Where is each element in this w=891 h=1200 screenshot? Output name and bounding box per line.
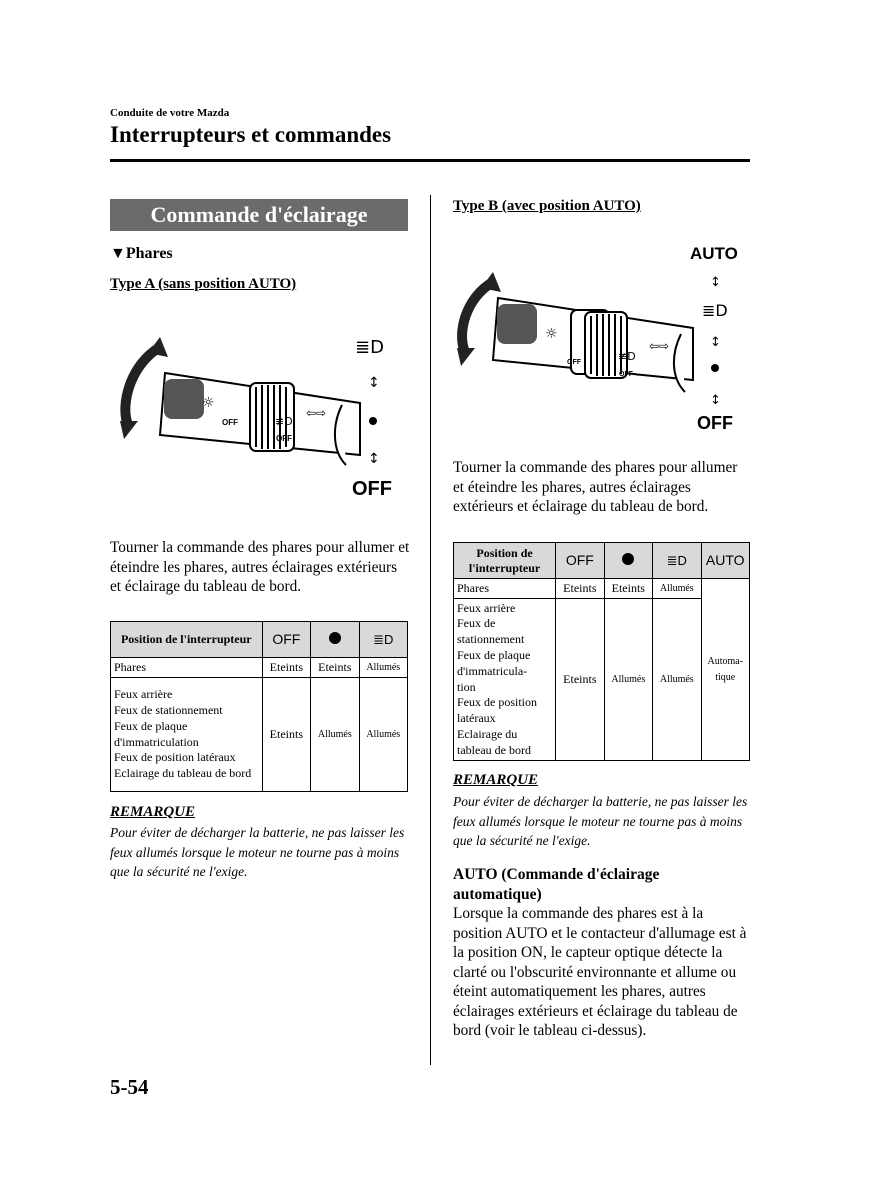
table-cell: Eteints xyxy=(556,579,604,599)
type-b-description: Tourner la commande des phares pour allumer et éteindre les phares, autres éclairages extérieurs et éclairage du tableau de bord. xyxy=(453,459,738,515)
svg-text:OFF: OFF xyxy=(276,434,292,443)
type-b-heading: Type B (avec position AUTO) xyxy=(453,198,641,214)
svg-text:↕: ↕ xyxy=(368,451,380,467)
svg-text:OFF: OFF xyxy=(619,371,633,378)
type-b-auto-label: AUTO xyxy=(690,244,738,263)
type-a-table xyxy=(110,621,408,792)
section-title: Commande d'éclairage xyxy=(110,199,408,231)
table-cell: Allumés xyxy=(359,658,407,678)
table-header-off: OFF xyxy=(556,543,604,579)
type-a-heading: Type A (sans position AUTO) xyxy=(110,276,297,292)
svg-text:≣D: ≣D xyxy=(355,337,384,358)
table-row-label: Feux arrière Feux de stationnement Feux de plaque d'immatricula- tion Feux de position latéraux Eclairage du tableau de bord xyxy=(454,599,556,761)
type-a-off-label: OFF xyxy=(352,478,392,500)
auto-section-text: Lorsque la commande des phares est à la position AUTO et le contacteur d'allumage est à la position ON, le capteur optique détecte la clarté ou l'obscurité environnante et allume ou éteint automatiquement les phares, autres éclairages extérieurs et éclairage du tableau de bord (voir le tableau ci-dessus). xyxy=(453,905,747,1039)
table-header-headlight-icon: ≣D xyxy=(653,543,701,579)
svg-text:↕: ↕ xyxy=(710,393,721,408)
table-header-auto: AUTO xyxy=(701,543,750,579)
note-text: Pour éviter de décharger la batterie, ne pas laisser les feux allumés lorsque le moteur ne tourne pas à moins que la sécurité ne l'exige. xyxy=(110,825,405,879)
table-row-label: Phares xyxy=(111,658,263,678)
table-cell: Allumés xyxy=(653,599,701,761)
svg-text:⇦⇨: ⇦⇨ xyxy=(306,406,327,420)
type-a-description: Tourner la commande des phares pour allumer et éteindre les phares, autres éclairages extérieurs et éclairage du tableau de bord. xyxy=(110,539,410,595)
table-cell-auto: Automa- tique xyxy=(701,579,750,761)
svg-text:↕: ↕ xyxy=(710,275,721,290)
table-cell: Eteints xyxy=(311,658,359,678)
table-cell: Eteints xyxy=(556,599,604,761)
phares-heading: ▼Phares xyxy=(110,245,173,262)
breadcrumb: Conduite de votre Mazda xyxy=(110,107,230,119)
svg-text:≣D: ≣D xyxy=(702,301,728,320)
table-row-label: Phares xyxy=(454,579,556,599)
table-cell: Allumés xyxy=(604,599,652,761)
note-text: Pour éviter de décharger la batterie, ne pas laisser les feux allumés lorsque le moteur ne tourne pas à moins que la sécurité ne l'exige. xyxy=(453,794,748,848)
table-cell: Allumés xyxy=(359,678,407,792)
table-cell: Eteints xyxy=(604,579,652,599)
note-title: REMARQUE xyxy=(453,772,539,788)
svg-text:OFF: OFF xyxy=(567,359,581,366)
auto-section-heading: AUTO (Commande d'éclairage automatique) xyxy=(453,866,660,903)
table-header-parking-icon xyxy=(604,543,652,579)
page-title: Interrupteurs et commandes xyxy=(110,122,392,147)
header-rule xyxy=(110,159,750,162)
table-header-off: OFF xyxy=(262,622,310,658)
table-header-headlight-icon: ≣D xyxy=(359,622,407,658)
table-cell: Allumés xyxy=(653,579,701,599)
svg-text:↕: ↕ xyxy=(710,335,721,350)
table-header-parking-icon xyxy=(311,622,359,658)
table-cell: Allumés xyxy=(311,678,359,792)
svg-text:≢D: ≢D xyxy=(618,350,636,363)
type-b-off-label: OFF xyxy=(697,413,733,433)
table-header-position: Position de l'interrupteur xyxy=(454,543,556,579)
svg-text:≢D: ≢D xyxy=(275,415,293,428)
type-b-switch-illustration xyxy=(453,268,753,418)
svg-text:☼: ☼ xyxy=(202,395,215,411)
svg-text:☼: ☼ xyxy=(545,326,558,342)
table-row-label: Feux arrière Feux de stationnement Feux de plaque d'immatriculation Feux de position latéraux Eclairage du tableau de bord xyxy=(111,678,263,792)
table-cell: Eteints xyxy=(262,678,310,792)
note-title: REMARQUE xyxy=(110,804,196,820)
svg-text:OFF: OFF xyxy=(222,418,238,427)
svg-text:⇦⇨: ⇦⇨ xyxy=(649,339,670,353)
type-b-table xyxy=(453,542,750,761)
page-number: 5-54 xyxy=(110,1075,149,1099)
table-cell: Eteints xyxy=(262,658,310,678)
column-divider xyxy=(430,195,431,1065)
table-header-position: Position de l'interrupteur xyxy=(111,622,263,658)
svg-text:↕: ↕ xyxy=(368,375,380,391)
